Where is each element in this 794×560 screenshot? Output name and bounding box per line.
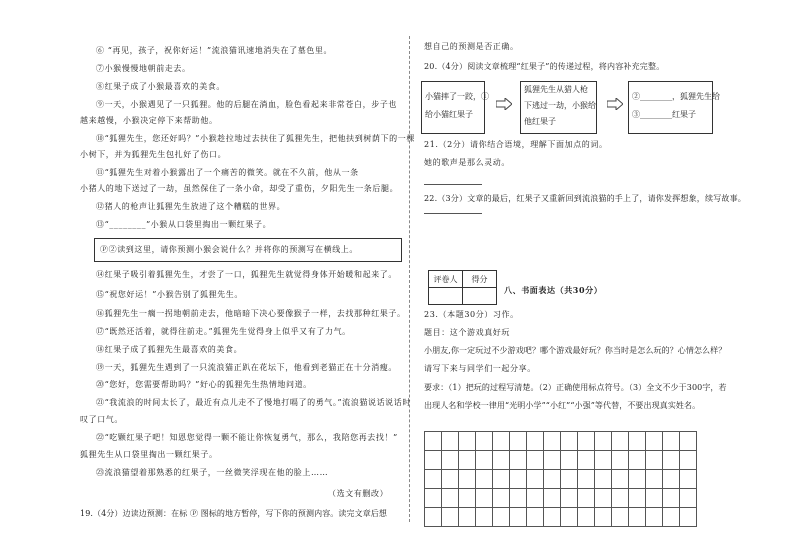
- grid-cell[interactable]: [646, 508, 663, 527]
- flow-text: 小猫摔了一跤，①: [425, 92, 489, 101]
- grid-cell[interactable]: [527, 470, 544, 489]
- paragraph: ⑯狐狸先生一瘸一拐地朝前走去，他暗暗下决心要像猴子一样，去找那种红果子。: [96, 309, 406, 318]
- paragraph: ⑦小猴慢慢地朝前走去。: [96, 64, 191, 73]
- grid-cell[interactable]: [510, 489, 527, 508]
- essay-body: 请写下来与同学们一起分享。: [424, 364, 536, 373]
- grid-cell[interactable]: [493, 508, 510, 527]
- grid-cell[interactable]: [493, 470, 510, 489]
- paragraph: 狐狸先生从口袋里掏出一颗红果子。: [80, 450, 218, 459]
- grid-cell[interactable]: [646, 432, 663, 451]
- grid-cell[interactable]: [629, 489, 646, 508]
- flow-blank: ③________红果子: [632, 110, 696, 119]
- question-21-sentence: 她的歌声是那么灵动。: [424, 158, 510, 167]
- grid-cell[interactable]: [544, 508, 561, 527]
- flow-text: 下逃过一劫，小猴给: [524, 101, 596, 110]
- grid-cell[interactable]: [510, 432, 527, 451]
- grid-cell[interactable]: [442, 451, 459, 470]
- grid-cell[interactable]: [663, 489, 680, 508]
- paragraph: ⑥ “再见，孩子，祝你好运！”流浪猫讯速地消失在了墓色里。: [96, 46, 333, 55]
- grid-cell[interactable]: [442, 489, 459, 508]
- flow-text: 给小猫红果子: [425, 110, 473, 119]
- grid-cell[interactable]: [561, 470, 578, 489]
- writing-grid[interactable]: [424, 431, 697, 527]
- grid-cell[interactable]: [663, 470, 680, 489]
- question-23: 23.（本题30分）习作。: [424, 310, 519, 319]
- grid-cell[interactable]: [425, 451, 442, 470]
- grid-cell[interactable]: [527, 451, 544, 470]
- paragraph: ⑮“祝您好运！”小猴告别了狐狸先生。: [96, 290, 243, 299]
- prediction-prompt: Ⓟ②读到这里，请你预测小猴会说什么？并将你的预测写在横线上。: [100, 245, 358, 254]
- grid-cell[interactable]: [578, 470, 595, 489]
- score-cell: [429, 288, 463, 305]
- paragraph: ⑧红果子成了小猴最喜欢的美食。: [96, 82, 225, 91]
- paragraph: ⑱红果子成了狐狸先生最喜欢的美食。: [96, 345, 243, 354]
- grid-cell[interactable]: [459, 432, 476, 451]
- grid-cell[interactable]: [663, 432, 680, 451]
- grid-cell[interactable]: [476, 489, 493, 508]
- paragraph: ⑬“________”小猴从口袋里掏出一颗红果子。: [96, 220, 272, 229]
- paragraph: ⑫猪人的枪声让狐狸先生放进了这个糟糕的世界。: [96, 202, 286, 211]
- grid-cell[interactable]: [527, 489, 544, 508]
- grid-cell[interactable]: [510, 508, 527, 527]
- grid-cell[interactable]: [612, 489, 629, 508]
- grid-cell[interactable]: [561, 489, 578, 508]
- grid-cell[interactable]: [527, 508, 544, 527]
- prediction-prompt-box: [94, 238, 402, 262]
- grid-cell[interactable]: [629, 470, 646, 489]
- essay-title: 题目：这个游戏真好玩: [424, 328, 510, 337]
- question-21: 21.（2分）请你结合语境，理解下面加点的词。: [424, 140, 608, 149]
- right-arrow-icon: [496, 98, 512, 110]
- paragraph: ⑩“狐狸先生，您还好吗？”小猴趁拉地过去扶住了狐狸先生，把他扶到树荫下的一棵: [96, 134, 415, 143]
- column-divider: [409, 36, 410, 522]
- flow-box-3: [628, 81, 720, 134]
- grid-cell[interactable]: [595, 508, 612, 527]
- paragraph: ⑭红果子吸引着狐狸先生，才尝了一口，狐狸先生就觉得身体开始暖和起来了。: [96, 270, 397, 279]
- score-cell: [463, 288, 497, 305]
- grid-cell[interactable]: [442, 508, 459, 527]
- flow-box-1: [421, 81, 489, 134]
- grid-cell[interactable]: [510, 451, 527, 470]
- essay-requirements: 出现人名和学校一律用“光明小学”“小红”“小强”等代替，不要出现真实姓名。: [424, 401, 701, 410]
- grid-cell[interactable]: [680, 432, 697, 451]
- right-arrow-icon: [607, 98, 623, 110]
- grid-cell[interactable]: [612, 470, 629, 489]
- grid-cell[interactable]: [493, 432, 510, 451]
- grid-cell[interactable]: [476, 451, 493, 470]
- question-20: 20.（4分）阅读文章梳理“红果子”的传递过程，将内容补充完整。: [424, 62, 665, 71]
- paragraph: ⑨一天，小猴遇见了一只狐狸。他的后腿在淌血，脸色看起来非常苍白，步子也: [96, 100, 397, 109]
- flow-blank: ②________，狐狸先生给: [632, 92, 720, 101]
- grid-cell[interactable]: [561, 508, 578, 527]
- score-header-score: 得分: [463, 271, 497, 288]
- grid-cell[interactable]: [459, 451, 476, 470]
- grid-cell[interactable]: [646, 489, 663, 508]
- grid-cell[interactable]: [493, 451, 510, 470]
- grid-cell[interactable]: [612, 508, 629, 527]
- grid-cell[interactable]: [544, 470, 561, 489]
- grid-cell[interactable]: [663, 508, 680, 527]
- grid-cell[interactable]: [629, 451, 646, 470]
- grid-cell[interactable]: [527, 432, 544, 451]
- paragraph: ㉓流浪猫望着那熟悉的红果子，一丝微笑浮现在他的脸上……: [96, 468, 329, 477]
- question-19-continued: 想自己的预测是否正确。: [424, 42, 519, 51]
- score-table: [428, 270, 497, 305]
- question-22: 22.（3分）文章的最后，红果子又重新回到流浪猫的手上了，请你发挥想象，续写故事。: [424, 194, 747, 203]
- grid-cell[interactable]: [561, 432, 578, 451]
- paragraph: 叹了口气。: [80, 415, 123, 424]
- grid-cell[interactable]: [595, 470, 612, 489]
- grid-cell[interactable]: [595, 451, 612, 470]
- grid-cell[interactable]: [680, 489, 697, 508]
- source-note: （选文有删改）: [328, 489, 389, 498]
- grid-cell[interactable]: [476, 432, 493, 451]
- score-header-grader: 评卷人: [429, 271, 463, 288]
- flow-text: 他红果子: [524, 117, 556, 126]
- grid-cell[interactable]: [544, 489, 561, 508]
- grid-cell[interactable]: [510, 470, 527, 489]
- grid-cell[interactable]: [680, 451, 697, 470]
- grid-cell[interactable]: [493, 489, 510, 508]
- paragraph: ⑲一天，狐狸先生遇到了一只流浪猫正趴在花坛下，他看到老猫正在十分消瘦。: [96, 363, 397, 372]
- grid-cell[interactable]: [578, 508, 595, 527]
- answer-line: [424, 184, 482, 185]
- grid-cell[interactable]: [459, 508, 476, 527]
- grid-cell[interactable]: [578, 489, 595, 508]
- paragraph: ㉑“我流浪的时间太长了，最近有点儿走不了慢地打嗝了的勇气。”流浪猫说话说话时: [96, 398, 411, 407]
- answer-line: [424, 213, 482, 214]
- grid-cell[interactable]: [646, 470, 663, 489]
- essay-body: 小朋友,你一定玩过不少游戏吧？哪个游戏最好玩？你当时是怎么玩的？心情怎么样？: [424, 346, 727, 355]
- grid-cell[interactable]: [663, 451, 680, 470]
- paragraph: ㉒“吃颗红果子吧！知恩您觉得一颗不能让你恢复勇气，那么，我陪您再去找！”: [96, 433, 398, 442]
- grid-cell[interactable]: [425, 470, 442, 489]
- grid-cell[interactable]: [595, 432, 612, 451]
- paragraph: 小树下，并为狐狸先生包扎好了伤口。: [80, 150, 227, 159]
- grid-cell[interactable]: [425, 489, 442, 508]
- paragraph: ⑳“您好，您需要帮助吗？”好心的狐狸先生热情地问道。: [96, 380, 312, 389]
- grid-cell[interactable]: [629, 508, 646, 527]
- paragraph: 越来越慢，小猴决定停下来帮助他。: [80, 116, 218, 125]
- paragraph: ⑪“狐狸先生对着小猴露出了一个痛苦的微笑。就在不久前，他从一条: [96, 168, 359, 177]
- grid-cell[interactable]: [459, 470, 476, 489]
- grid-cell[interactable]: [629, 432, 646, 451]
- grid-cell[interactable]: [476, 470, 493, 489]
- paragraph: ⑰“既然还活着，就得往前走。”狐狸先生觉得身上似乎又有了力气。: [96, 327, 351, 336]
- grid-cell[interactable]: [442, 432, 459, 451]
- grid-cell[interactable]: [476, 508, 493, 527]
- question-19: 19.（4分）边读边预测：在标 Ⓟ 图标的地方暂停，写下你的预测内容。读完文章后想: [80, 509, 387, 518]
- grid-cell[interactable]: [680, 508, 697, 527]
- grid-cell[interactable]: [578, 451, 595, 470]
- grid-cell[interactable]: [612, 432, 629, 451]
- flow-text: 狐狸先生从猎人枪: [524, 85, 588, 94]
- grid-cell[interactable]: [425, 432, 442, 451]
- grid-cell[interactable]: [442, 470, 459, 489]
- grid-cell[interactable]: [425, 508, 442, 527]
- grid-cell[interactable]: [544, 451, 561, 470]
- flow-box-2: [520, 81, 597, 134]
- grid-cell[interactable]: [612, 451, 629, 470]
- grid-cell[interactable]: [459, 489, 476, 508]
- essay-requirements: 要求：（1）把玩的过程写清楚。（2）正确使用标点符号。（3）全文不少于300字，若: [424, 383, 727, 392]
- grid-cell[interactable]: [680, 470, 697, 489]
- grid-cell[interactable]: [595, 489, 612, 508]
- section-heading: 八、书面表达（共30分）: [504, 285, 603, 295]
- grid-cell[interactable]: [646, 451, 663, 470]
- grid-cell[interactable]: [578, 432, 595, 451]
- grid-cell[interactable]: [544, 432, 561, 451]
- paragraph: 小猪人的地下送过了一劫，虽然保住了一条小命，却受了重伤，夕阳先生一条后腿。: [80, 184, 399, 193]
- grid-cell[interactable]: [561, 451, 578, 470]
